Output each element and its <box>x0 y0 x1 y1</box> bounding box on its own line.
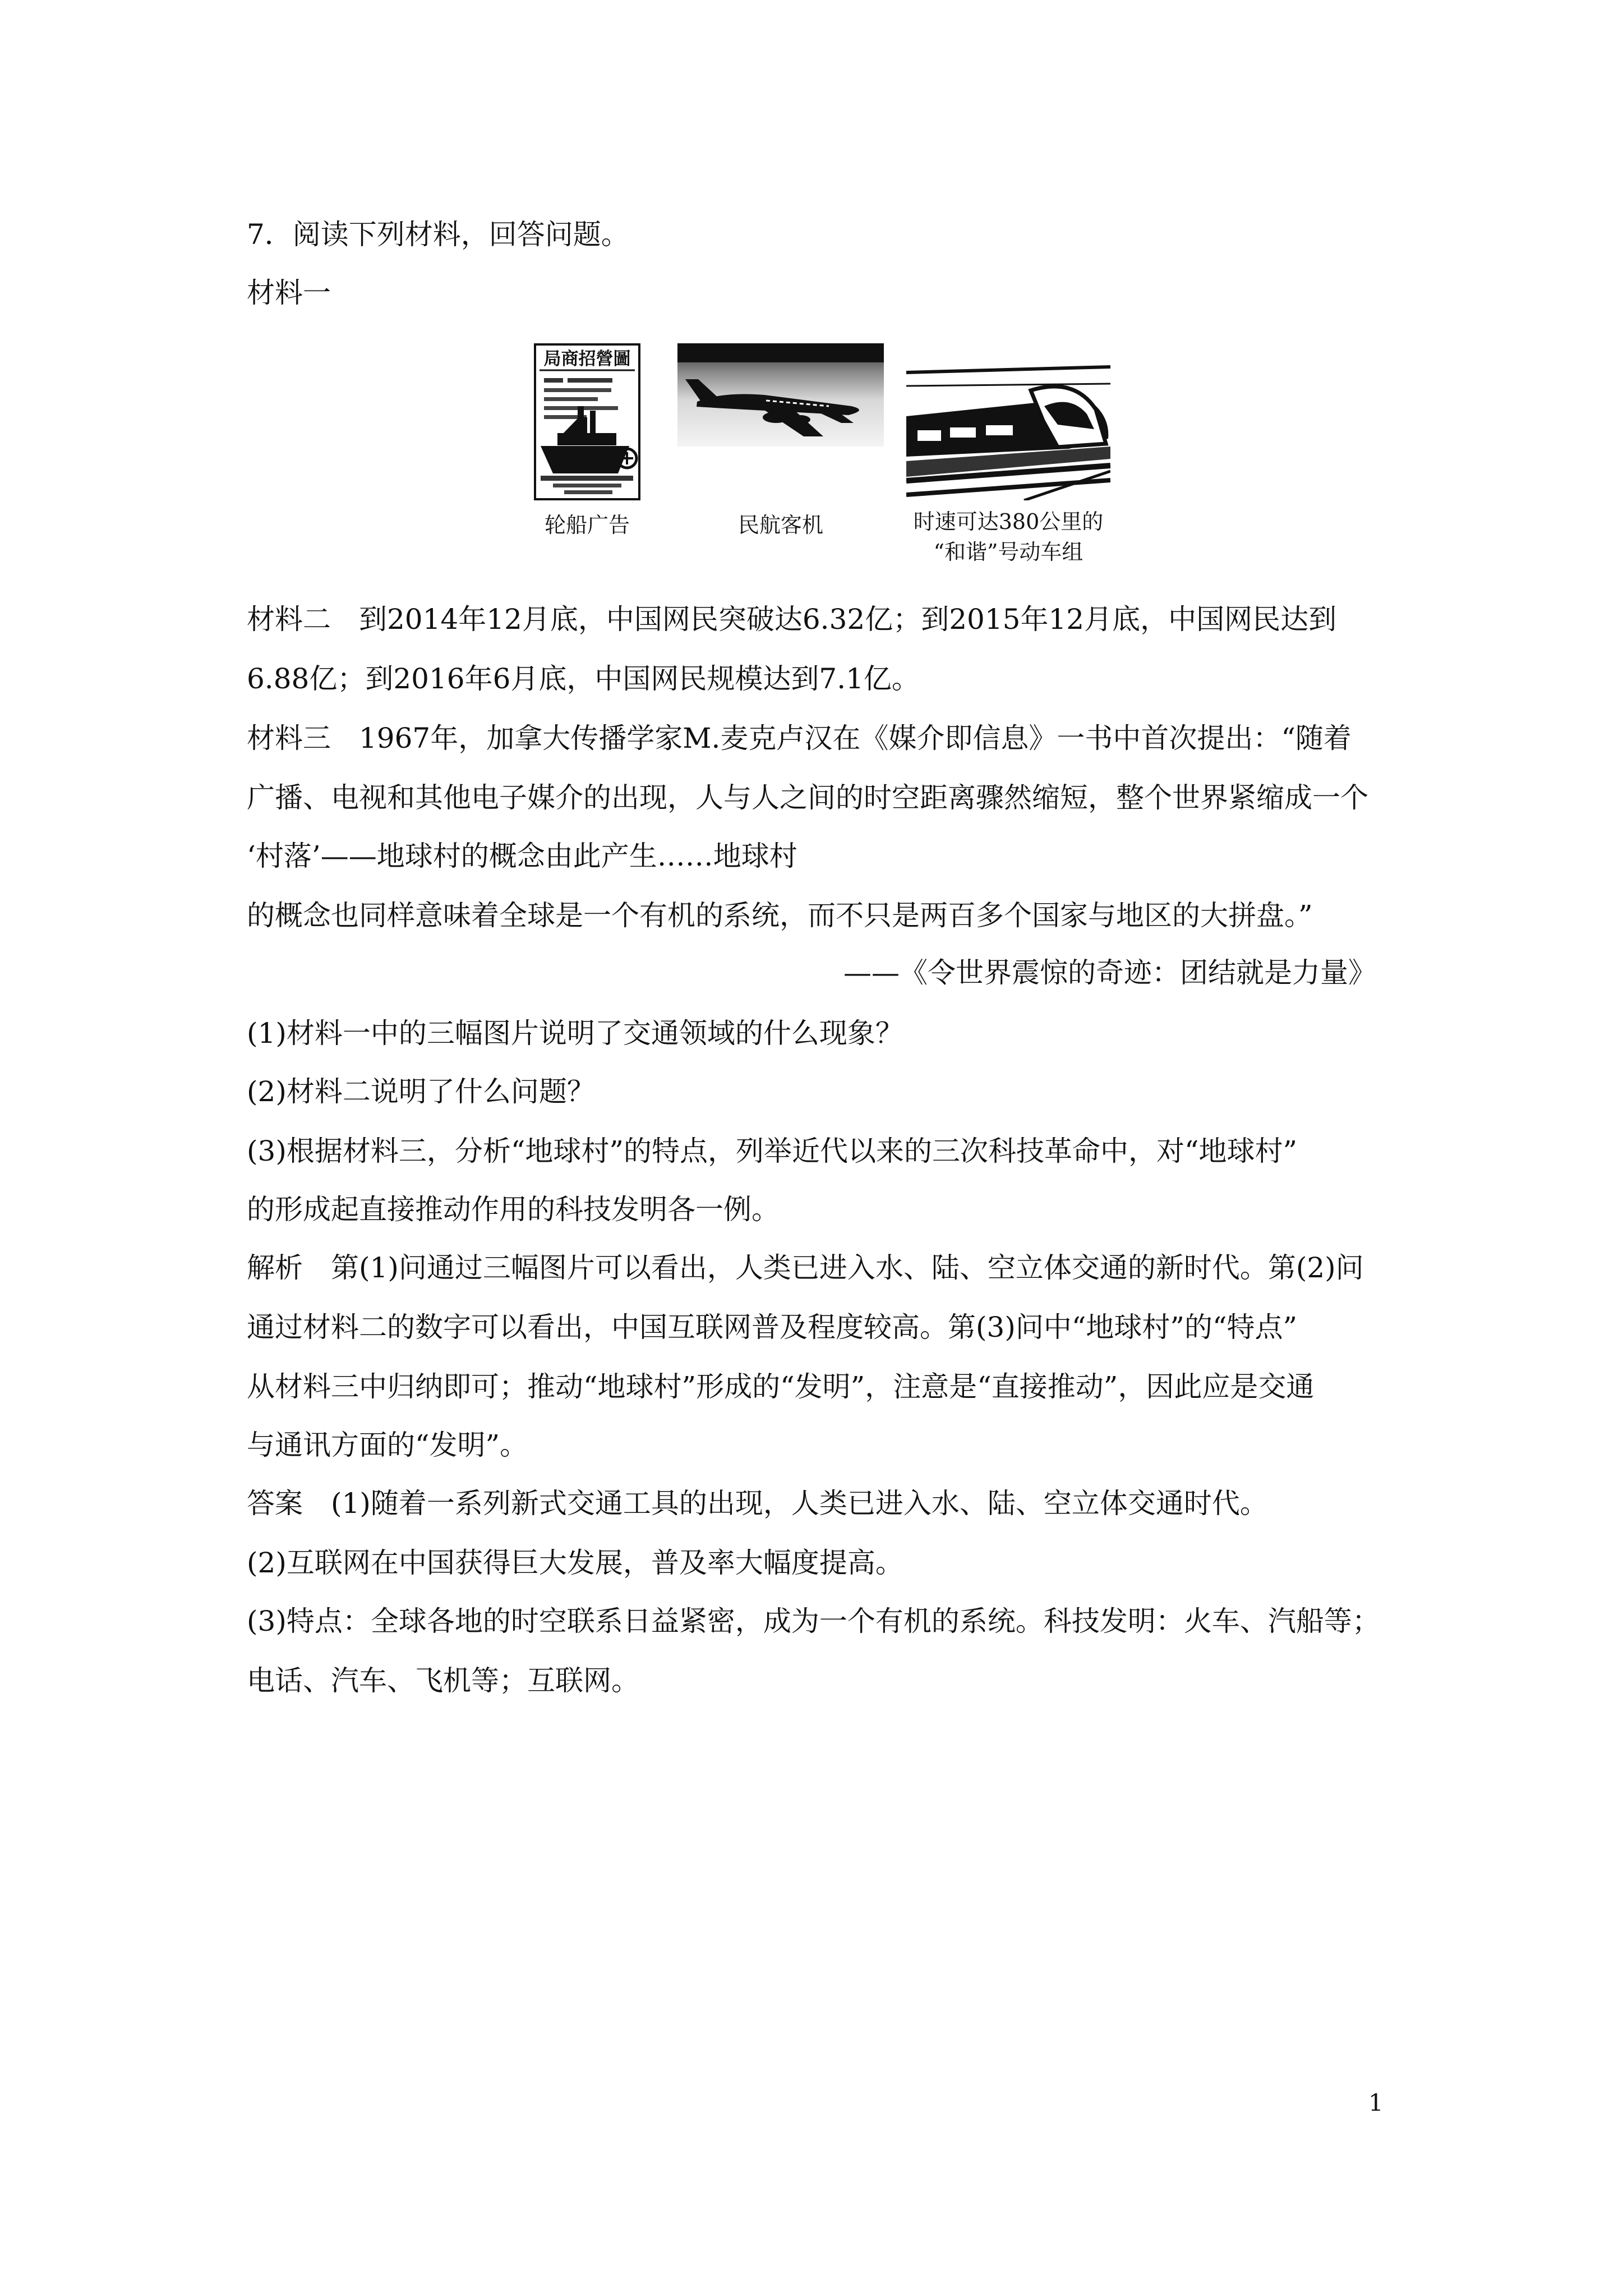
answer-line-1: 答案 (1)随着一系列新式交通工具的出现，人类已进入水、陆、空立体交通时代。 <box>247 1487 1268 1520</box>
material1-label: 材料一 <box>247 277 331 309</box>
analysis-line-3: 从材料三中归纳即可；推动“地球村”形成的“发明”，注意是“直接推动”，因此应是交通 <box>247 1370 1315 1403</box>
answer-line-3: (3)特点：全球各地的时空联系日益紧密，成为一个有机的系统。科技发明：火车、汽船等； <box>247 1605 1380 1637</box>
material2-line-2: 6.88亿；到2016年6月底，中国网民规模达到7.1亿。 <box>247 662 920 695</box>
material3-line-2: 广播、电视和其他电子媒介的出现，人与人之间的时空距离骤然缩短，整个世界紧缩成一个 <box>247 781 1368 814</box>
ship-advertisement-image <box>534 343 640 500</box>
page-number: 1 <box>1368 2089 1384 2116</box>
poster-title: 局商招營圖 <box>543 349 631 369</box>
train-caption-line-2: “和谐”号动车组 <box>933 540 1083 564</box>
answer-line-4: 电话、汽车、飞机等；互联网。 <box>247 1664 639 1697</box>
question-stem: 7．阅读下列材料，回答问题。 <box>247 218 629 251</box>
material3-line-3: ‘村落’——地球村的概念由此产生……地球村 <box>247 840 797 872</box>
analysis-line-2: 通过材料二的数字可以看出，中国互联网普及程度较高。第(3)问中“地球村”的“特点” <box>247 1311 1298 1343</box>
analysis-line-1: 解析 第(1)问通过三幅图片可以看出，人类已进入水、陆、空立体交通的新时代。第(2)问 <box>247 1251 1364 1284</box>
analysis-line-4: 与通讯方面的“发明”。 <box>247 1429 528 1461</box>
train-caption-line-1: 时速可达380公里的 <box>913 509 1104 534</box>
sub-question-3-line-2: 的形成起直接推动作用的科技发明各一例。 <box>247 1193 780 1226</box>
bullet-train-image <box>906 343 1110 500</box>
sub-question-3-line-1: (3)根据材料三，分析“地球村”的特点，列举近代以来的三次科技革命中，对“地球村” <box>247 1135 1298 1167</box>
airliner-caption: 民航客机 <box>737 513 823 537</box>
answer-line-2: (2)互联网在中国获得巨大发展，普及率大幅度提高。 <box>247 1547 903 1579</box>
ship-caption: 轮船广告 <box>544 513 630 537</box>
sub-question-1: (1)材料一中的三幅图片说明了交通领域的什么现象？ <box>247 1017 903 1050</box>
material3-source: ——《令世界震惊的奇迹：团结就是力量》 <box>843 956 1376 989</box>
sub-question-2: (2)材料二说明了什么问题？ <box>247 1075 595 1108</box>
material2-line-1: 材料二 到2014年12月底，中国网民突破达6.32亿；到2015年12月底，中国网民达到 <box>247 603 1337 636</box>
material3-line-4: 的概念也同样意味着全球是一个有机的系统，而不只是两百多个国家与地区的大拼盘。” <box>247 899 1313 932</box>
material3-line-1: 材料三 1967年，加拿大传播学家M.麦克卢汉在《媒介即信息》一书中首次提出：“随着 <box>247 722 1352 754</box>
airliner-image <box>677 343 884 447</box>
